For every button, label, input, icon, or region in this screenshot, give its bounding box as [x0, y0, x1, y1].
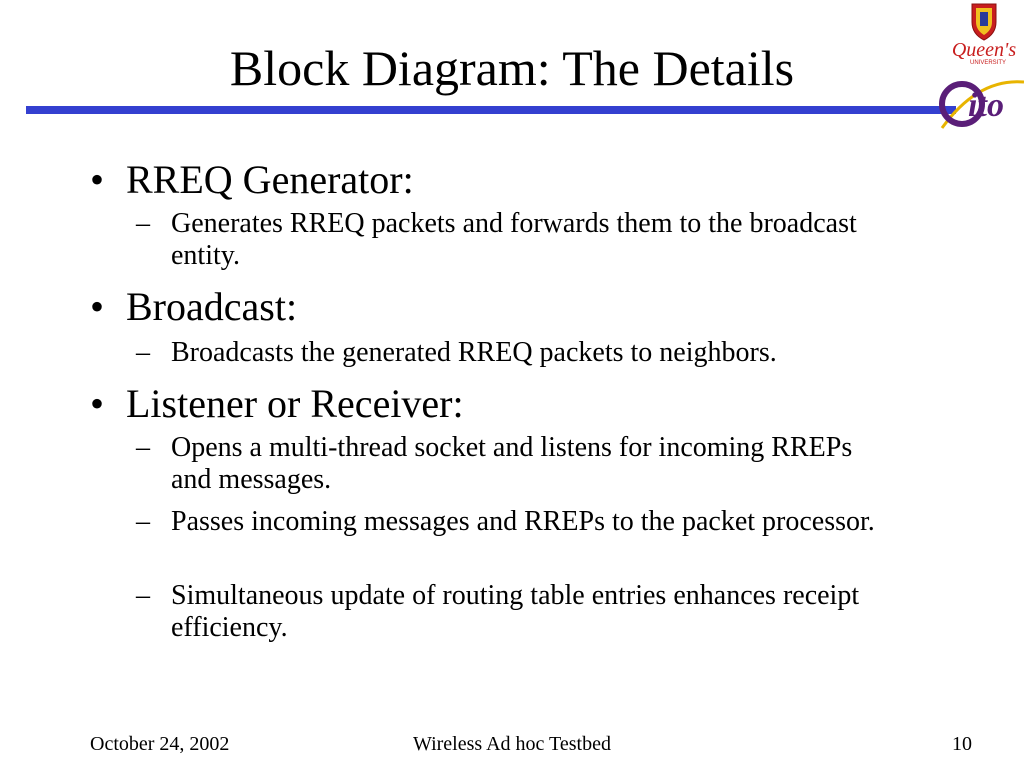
- sub-bullet-dash: –: [136, 208, 150, 239]
- bullet-text: Broadcast:: [126, 284, 298, 329]
- bullet-text: RREQ Generator:: [126, 157, 414, 202]
- bullet-mark: •: [90, 157, 105, 202]
- sub-bullet-dash: –: [136, 337, 150, 368]
- bullet-text: Listener or Receiver:: [126, 381, 464, 426]
- sub-bullet-text: Opens a multi-thread socket and listens for incoming RREPs and messages.: [171, 432, 853, 495]
- sub-bullet-dash: –: [136, 580, 150, 611]
- bullet-mark: •: [90, 284, 105, 329]
- sub-bullet: [136, 337, 896, 369]
- logo-sublabel: UNIVERSITY: [969, 60, 1007, 66]
- sub-bullet: [136, 506, 896, 538]
- sub-bullet-dash: –: [136, 432, 150, 463]
- footer-date: October 24, 2002: [90, 733, 230, 755]
- sub-bullet: [136, 580, 896, 644]
- sub-bullet-text: Generates RREQ packets and forwards them to the broadcast entity.: [171, 208, 857, 271]
- logo-label: Queen's: [951, 39, 1017, 61]
- sub-bullet: [136, 208, 896, 272]
- sub-bullet-text: Simultaneous update of routing table entries enhances receipt efficiency.: [171, 580, 860, 643]
- sub-bullet-text: Passes incoming messages and RREPs to the packet processor.: [171, 506, 875, 537]
- sub-bullet-text: Broadcasts the generated RREQ packets to neighbors.: [171, 337, 777, 368]
- footer-title: Wireless Ad hoc Testbed: [413, 733, 611, 755]
- logo-mark: ito: [968, 87, 1004, 124]
- bullet-mark: •: [90, 381, 105, 426]
- page-number: 10: [952, 733, 972, 755]
- slide-title: Block Diagram: The Details: [229, 40, 795, 96]
- sub-bullet-dash: –: [136, 506, 150, 537]
- sub-bullet: [136, 432, 896, 496]
